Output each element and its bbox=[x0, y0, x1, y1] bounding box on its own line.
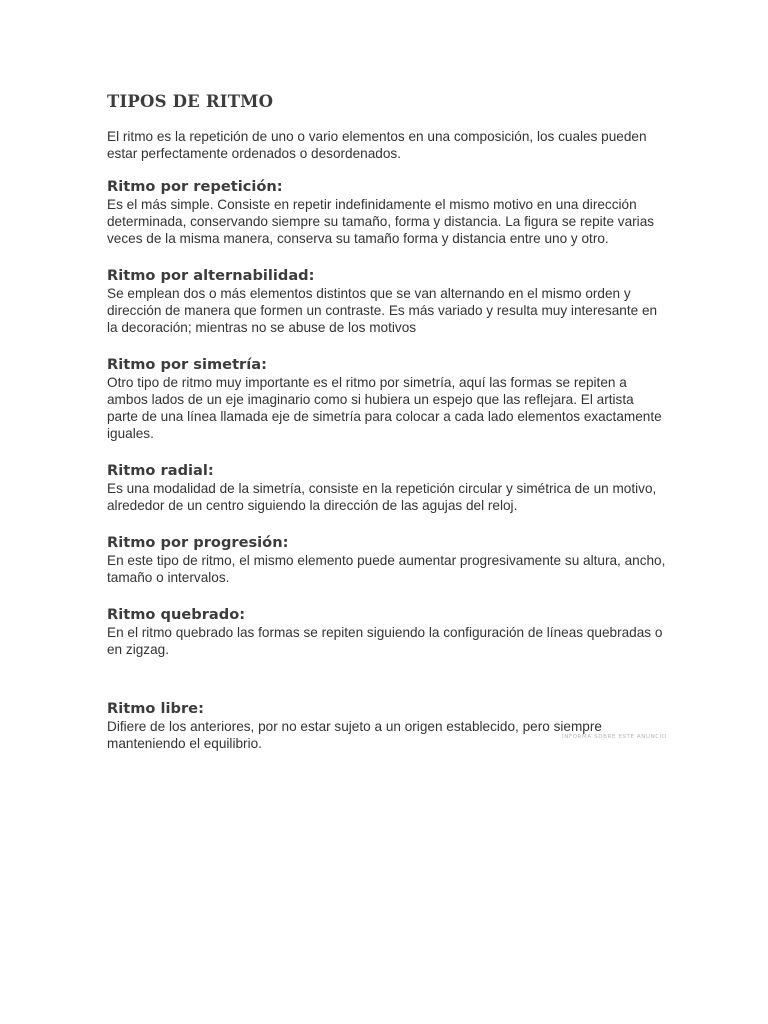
section-heading: Ritmo quebrado: bbox=[107, 606, 246, 623]
section-heading: Ritmo libre: bbox=[107, 700, 204, 717]
section-libre bbox=[107, 700, 667, 752]
section-body: Es el más simple. Consiste en repetir indefinidamente el mismo motivo en una dirección determinada, conservando siempre su tamaño, forma y distancia. La figura se repite varias veces de la misma manera, conserva su tamaño forma y distancia entre uno y otro. bbox=[107, 197, 655, 246]
section-body: Se emplean dos o más elementos distintos que se van alternando en el mismo orden y dirección de manera que formen un contraste. Es más variado y resulta muy interesante en la decoración; mientras no se abuse de los motivos bbox=[107, 286, 658, 335]
section-simetria bbox=[107, 356, 667, 442]
section-heading: Ritmo radial: bbox=[107, 462, 214, 479]
section-progresion bbox=[107, 534, 667, 586]
section-quebrado bbox=[107, 606, 667, 658]
section-heading: Ritmo por repetición: bbox=[107, 178, 283, 195]
section-heading: Ritmo por alternabilidad: bbox=[107, 267, 315, 284]
section-alternabilidad bbox=[107, 267, 667, 336]
section-body: Otro tipo de ritmo muy importante es el ritmo por simetría, aquí las formas se repiten a ambos lados de un eje imaginario como si hubiera un espejo que las reflejara. El artista parte de una línea llamada eje de simetría para colocar a cada lado elementos exactamente iguales. bbox=[107, 375, 662, 441]
document-title: TIPOS DE RITMO bbox=[107, 92, 274, 111]
intro-paragraph: El ritmo es la repetición de uno o vario elementos en una composición, los cuales pueden estar perfectamente ordenados o desordenados. bbox=[107, 129, 647, 161]
section-repeticion bbox=[107, 178, 667, 247]
section-body: Es una modalidad de la simetría, consiste en la repetición circular y simétrica de un motivo, alrededor de un centro siguiendo la dirección de las agujas del reloj. bbox=[107, 481, 657, 513]
section-radial bbox=[107, 462, 667, 514]
ad-report-link[interactable]: INFORMA SOBRE ESTE ANUNCIO bbox=[562, 734, 667, 740]
section-body: En este tipo de ritmo, el mismo elemento puede aumentar progresivamente su altura, ancho, tamaño o intervalos. bbox=[107, 553, 666, 585]
section-body: Difiere de los anteriores, por no estar sujeto a un origen establecido, pero siempre manteniendo el equilibrio. bbox=[107, 719, 602, 751]
section-heading: Ritmo por simetría: bbox=[107, 356, 267, 373]
section-body: En el ritmo quebrado las formas se repiten siguiendo la configuración de líneas quebradas o en zigzag. bbox=[107, 625, 663, 657]
section-heading: Ritmo por progresión: bbox=[107, 534, 289, 551]
